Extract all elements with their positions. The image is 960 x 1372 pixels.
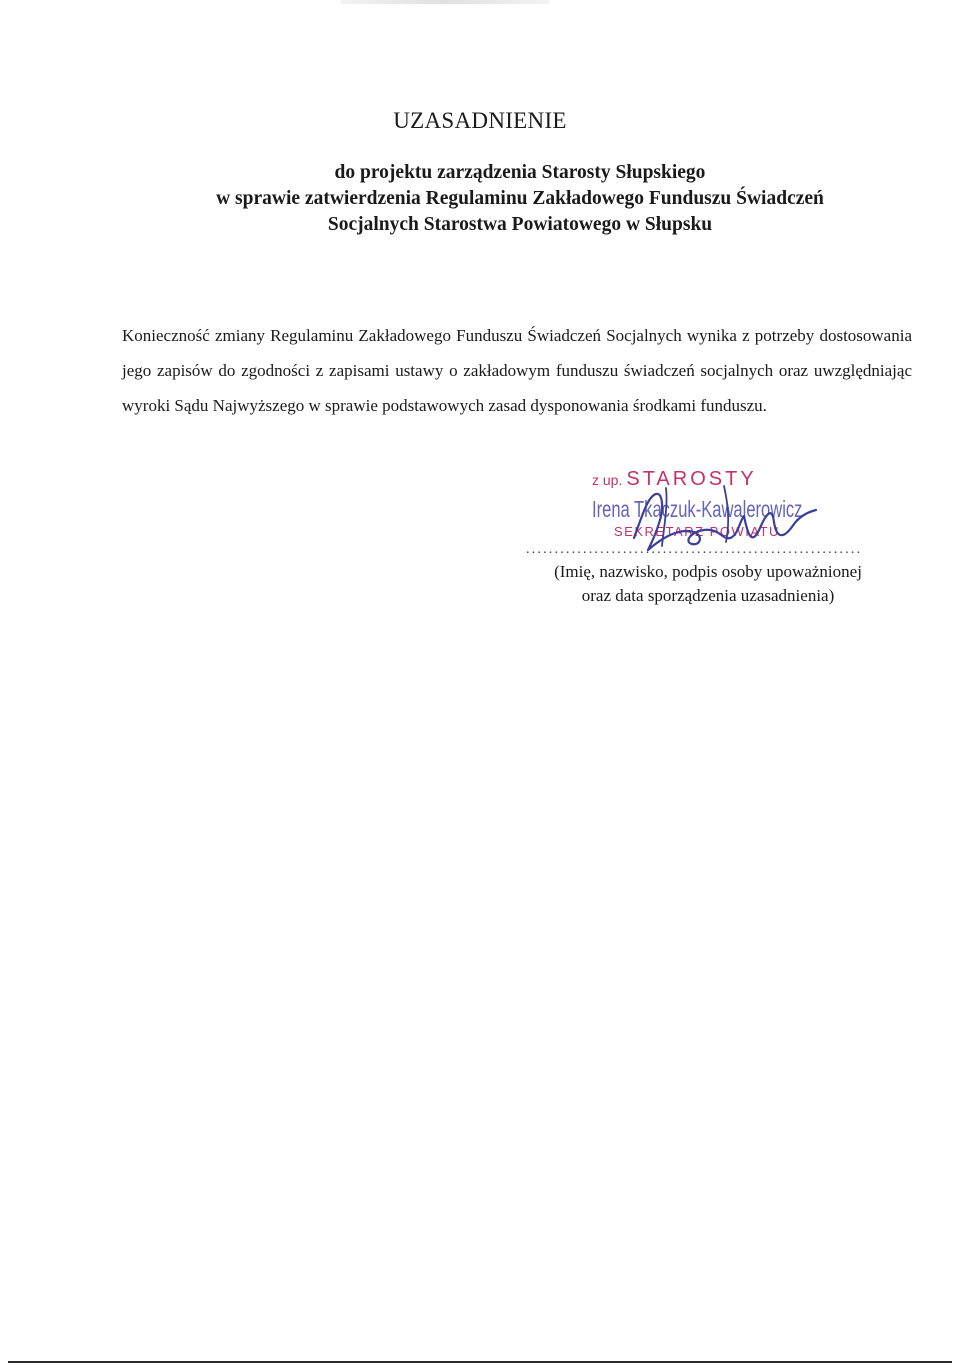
stamp-role: SEKRETARZ POWIATU: [614, 524, 780, 539]
scan-artifact: [340, 0, 550, 4]
signature-caption: [508, 560, 908, 608]
page-bottom-rule: [8, 1361, 952, 1363]
signature-dotted-line: ...........................................................: [526, 542, 863, 557]
subtitle-line: do projektu zarządzenia Starosty Słupskiego: [334, 162, 706, 183]
stamp-name: Irena Tkaczuk-Kawalerowicz: [592, 496, 803, 522]
stamp-title-text: STAROSTY: [626, 468, 757, 490]
caption-line: oraz data sporządzenia uzasadnienia): [581, 586, 835, 605]
subtitle-line: w sprawie zatwierdzenia Regulaminu Zakładowego Funduszu Świadczeń: [216, 188, 824, 209]
subtitle-line: Socjalnych Starostwa Powiatowego w Słupsku: [327, 214, 713, 235]
document-subtitle: [100, 160, 940, 238]
justification-paragraph: Konieczność zmiany Regulaminu Zakładowego Funduszu Świadczeń Socjalnych wynika z potrzeby dostosowania jego zapisów do zgodności z zapisami ustawy o zakładowym funduszu świadczeń socjalnych oraz uwzględniając wyroki Sądu Najwyższego w sprawie podstawowych zasad dysponowania środkami funduszu.: [122, 326, 912, 415]
document-title: UZASADNIENIE: [393, 108, 567, 133]
stamp-prefix: z up.: [592, 472, 623, 488]
caption-line: (Imię, nazwisko, podpis osoby upoważnionej: [554, 562, 862, 581]
signature-block: [508, 456, 908, 616]
